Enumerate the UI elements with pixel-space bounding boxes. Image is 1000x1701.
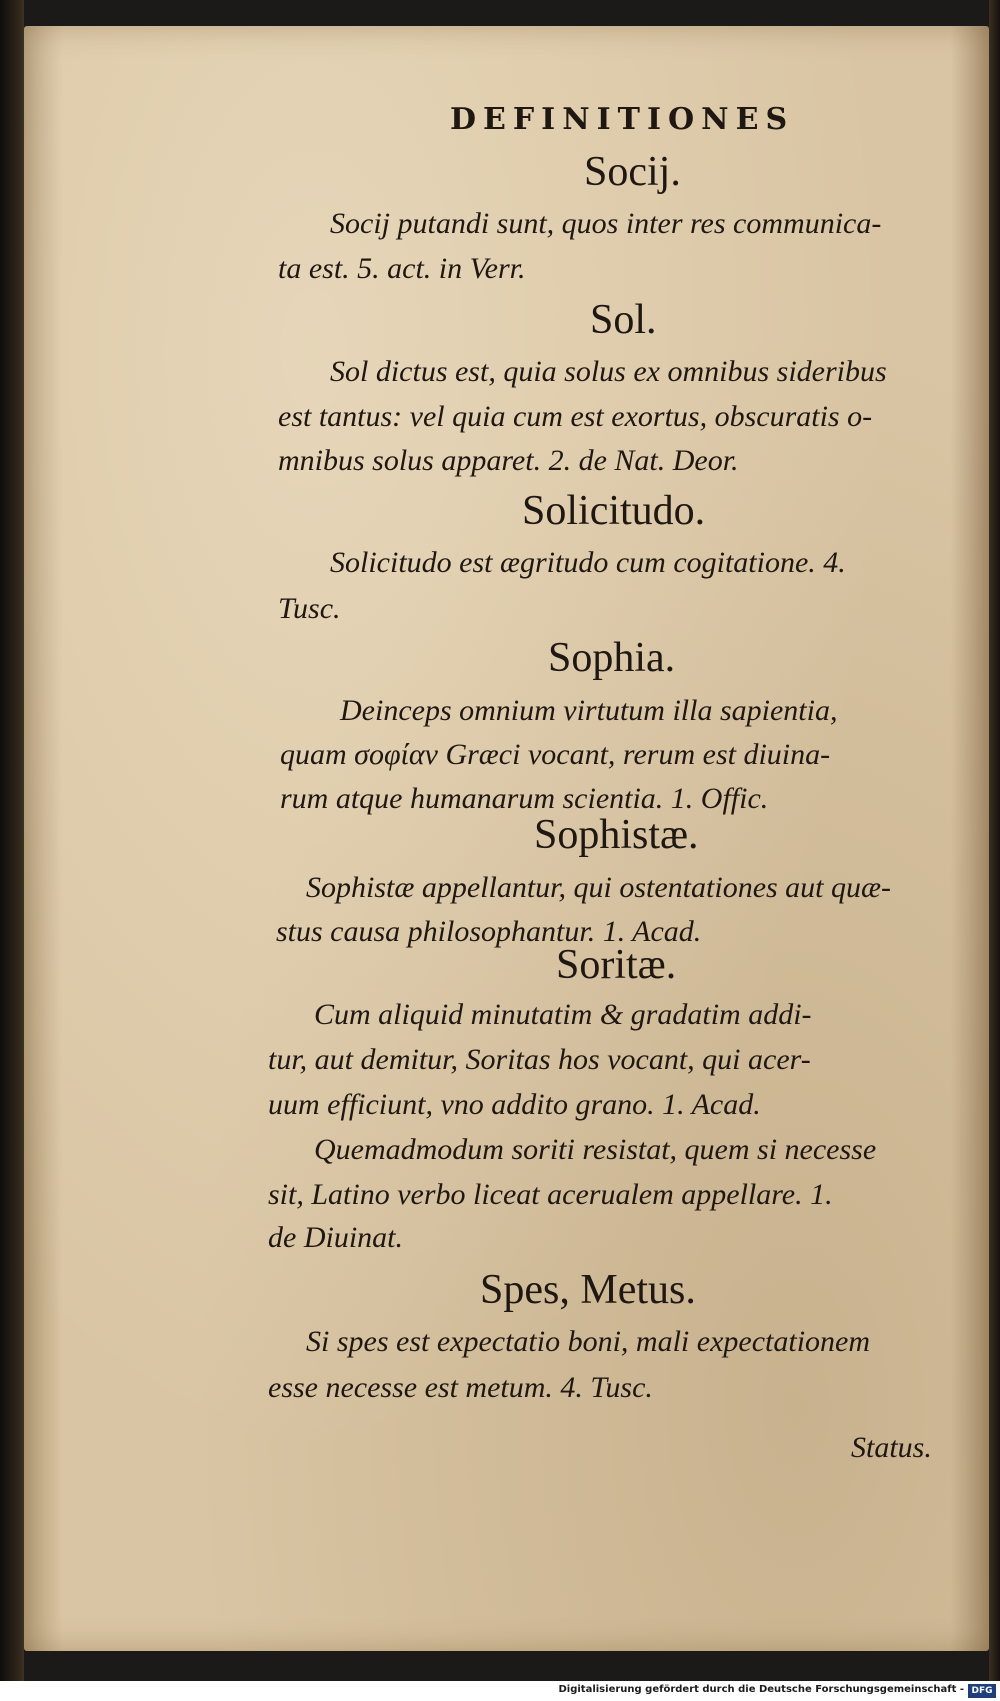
entry-text-line: Cum aliquid minutatim & gradatim addi- [314,998,812,1031]
entry-heading-sol: Sol. [590,297,657,343]
entry-text-line: tur, aut demitur, Soritas hos vocant, qui acer- [268,1043,811,1076]
entry-text-line: Sol dictus est, quia solus ex omnibus sideribus [330,355,887,388]
page-edge-shadow [989,0,1000,1701]
digitization-credit-bar [0,1681,1000,1701]
entry-text-line: Solicitudo est ægritudo cum cogitatione. 4. [330,546,846,579]
entry-heading-socij: Socij. [584,149,681,195]
dfg-logo-icon: DFG [968,1684,996,1698]
entry-text-line: quam σοφίαν Græci vocant, rerum est diuina- [280,738,831,771]
entry-text-line: Quemadmodum soriti resistat, quem si necesse [314,1133,877,1166]
entry-text-line: ta est. 5. act. in Verr. [278,252,526,285]
entry-text-line: rum atque humanarum scientia. 1. Offic. [280,782,769,815]
entry-text-line: Deinceps omnium virtutum illa sapientia, [340,694,838,727]
entry-text-line: Sophistæ appellantur, qui ostentationes aut quæ- [306,871,892,904]
entry-text-line: Si spes est expectatio boni, mali expectationem [306,1325,871,1358]
entry-text-line: Tusc. [278,592,341,625]
entry-text-line: mnibus solus apparet. 2. de Nat. Deor. [278,444,739,477]
catchword: Status. [851,1431,932,1464]
entry-text-line: de Diuinat. [268,1221,403,1254]
book-page [24,26,989,1651]
entry-text-line: uum efficiunt, vno addito grano. 1. Acad. [268,1088,761,1121]
entry-text-line: sit, Latino verbo liceat acerualem appellare. 1. [268,1178,833,1211]
entry-heading-spes-metus: Spes, Metus. [480,1267,696,1313]
entry-heading-sophistae: Sophistæ. [534,812,699,858]
entry-text-line: est tantus: vel quia cum est exortus, obscuratis o- [278,400,873,433]
book-binding-shadow [0,0,24,1701]
entry-text-line: stus causa philosophantur. 1. Acad. [276,915,702,948]
entry-heading-sophia: Sophia. [548,635,676,681]
entry-text-line: Socij putandi sunt, quos inter res communica- [330,207,882,240]
entry-text-line: esse necesse est metum. 4. Tusc. [268,1371,653,1404]
entry-heading-soritae: Soritæ. [556,942,677,988]
entry-heading-solicitudo: Solicitudo. [522,488,706,534]
digitization-credit-text: Digitalisierung gefördert durch die Deutsche Forschungsgemeinschaft - [558,1684,964,1695]
running-header: DEFINITIONES [450,102,795,137]
